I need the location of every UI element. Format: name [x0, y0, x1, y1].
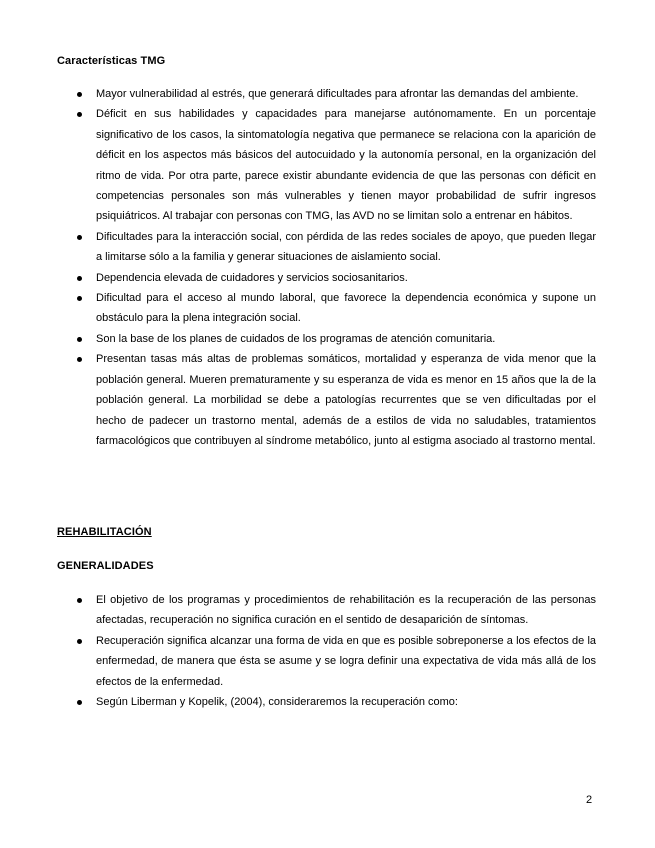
- bullet-icon: [77, 598, 82, 603]
- section-heading-generalidades: GENERALIDADES: [57, 560, 154, 572]
- bullet-icon: [77, 235, 82, 240]
- list-item: Dificultades para la interacción social, con pérdida de las redes sociales de apoyo, que pueden llegar a limitarse sólo a la familia y generar situaciones de aislamiento social.: [0, 227, 655, 268]
- list-item: Dependencia elevada de cuidadores y servicios sociosanitarios.: [0, 268, 655, 288]
- bullet-icon: [77, 700, 82, 705]
- section-heading-rehabilitacion: REHABILITACIÓN: [57, 526, 152, 538]
- list-item: Déficit en sus habilidades y capacidades para manejarse autónomamente. En un porcentaje significativo de los casos, la sintomatología negativa que permanece se relaciona con la aparición de déficit en los aspectos más básicos del autocuidado y la autonomía personal, en la organización del ritmo de vida. Por otra parte, parece existir abundante evidencia de que las personas con déficit en competencias personales son más vulnerables y tienen mayor probabilidad de sufrir ingresos psiquiátricos. Al trabajar con personas con TMG, las AVD no se limitan solo a entrenar en hábitos.: [0, 104, 655, 226]
- list-item: Recuperación significa alcanzar una forma de vida en que es posible sobreponerse a los efectos de la enfermedad, de manera que ésta se asume y se logra definir una expectativa de vida más allá de los efectos de la enfermedad.: [0, 631, 655, 692]
- list-item: Dificultad para el acceso al mundo laboral, que favorece la dependencia económica y supone un obstáculo para la plena integración social.: [0, 288, 655, 329]
- section-heading-caracteristicas: Características TMG: [57, 55, 166, 67]
- list-item: El objetivo de los programas y procedimientos de rehabilitación es la recuperación de las personas afectadas, recuperación no significa curación en el sentido de desaparición de síntomas.: [0, 590, 655, 631]
- list-item: Son la base de los planes de cuidados de los programas de atención comunitaria.: [0, 329, 655, 349]
- list-item: Presentan tasas más altas de problemas somáticos, mortalidad y esperanza de vida menor que la población general. Mueren prematuramente y su esperanza de vida es menor en 15 años que la de la población general. La morbilidad se debe a patologías recurrentes que se ven dificultadas por el hecho de padecer un trastorno mental, además de a estilos de vida no saludables, tratamientos farmacológicos que contribuyen al síndrome metabólico, junto al estigma asociado al trastorno mental.: [0, 349, 655, 451]
- bullet-icon: [77, 276, 82, 281]
- bullet-icon: [77, 357, 82, 362]
- bullet-icon: [77, 639, 82, 644]
- caracteristicas-list: [0, 84, 655, 451]
- list-item: Según Liberman y Kopelik, (2004), consideraremos la recuperación como:: [0, 692, 655, 712]
- bullet-icon: [77, 92, 82, 97]
- bullet-icon: [77, 337, 82, 342]
- page-number: 2: [586, 794, 593, 806]
- generalidades-list: [0, 590, 655, 712]
- bullet-icon: [77, 112, 82, 117]
- bullet-icon: [77, 296, 82, 301]
- list-item: Mayor vulnerabilidad al estrés, que generará dificultades para afrontar las demandas del ambiente.: [0, 84, 655, 104]
